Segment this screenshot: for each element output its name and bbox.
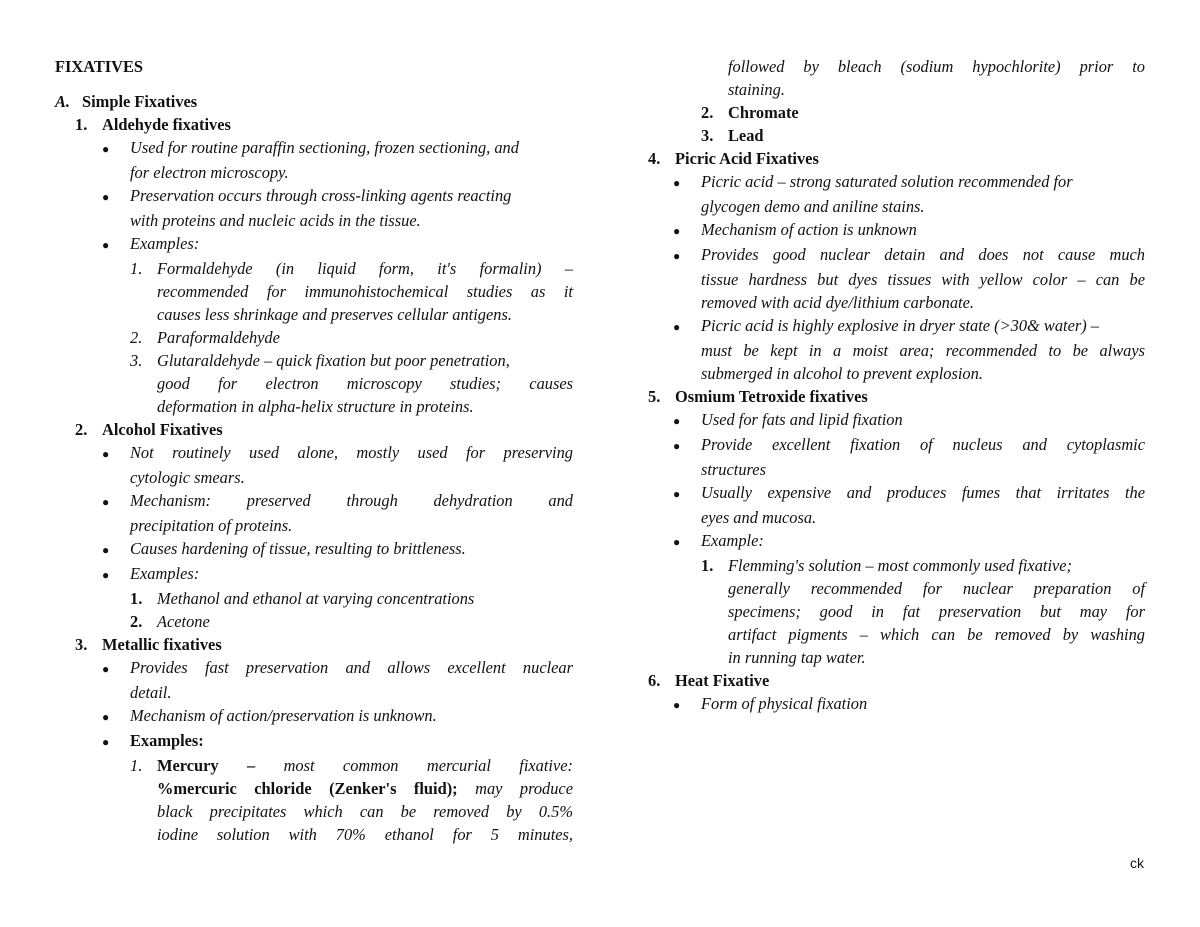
aldehyde-example-3: 3. Glutaraldehyde – quick fixation but poor penetration, good for electron microscopy studies; causes deformation in alpha-helix structure in proteins.: [130, 351, 573, 416]
metallic-example-mercury-continued: followed by bleach (sodium hypochlorite) prior to staining.: [728, 57, 1145, 99]
picric-heading: 4. Picric Acid Fixatives: [648, 149, 819, 168]
metallic-bullet-2: ● Mechanism of action/preservation is unknown.: [102, 706, 437, 725]
osmium-bullet-1: ● Used for fats and lipid fixation: [673, 410, 903, 429]
osmium-heading: 5. Osmium Tetroxide fixatives: [648, 387, 868, 406]
alcohol-bullet-1: ● Not routinely used alone, mostly used for preserving cytologic smears.: [102, 443, 573, 487]
alcohol-bullet-2: ● Mechanism: preserved through dehydration and precipitation of proteins.: [102, 491, 573, 535]
right-column: [648, 55, 1145, 717]
heat-heading: 6. Heat Fixative: [648, 671, 770, 690]
metallic-bullet-3: ● Examples:: [102, 731, 204, 750]
metallic-example-3: 3. Lead: [701, 126, 764, 145]
alcohol-example-1: 1. Methanol and ethanol at varying concentrations: [130, 589, 475, 608]
picric-bullet-2: ● Mechanism of action is unknown: [673, 220, 917, 239]
aldehyde-example-1: 1. Formaldehyde (in liquid form, it's formalin) – recommended for immunohistochemical studies as it causes less shrinkage and preserves cellular antigens.: [130, 259, 573, 324]
picric-bullet-4: ● Picric acid is highly explosive in dryer state (>30& water) – must be kept in a moist area; recommended to be always submerged in alcohol to prevent explosion.: [673, 316, 1145, 383]
osmium-bullet-2: ● Provide excellent fixation of nucleus and cytoplasmic structures: [673, 435, 1145, 479]
alcohol-heading: 2. Alcohol Fixatives: [75, 420, 223, 439]
heat-bullet-1: ● Form of physical fixation: [673, 694, 868, 713]
aldehyde-bullet-1: ● Used for routine paraffin sectioning, frozen sectioning, and for electron microscopy.: [102, 138, 519, 182]
picric-bullet-1: ● Picric acid – strong saturated solution recommended for glycogen demo and aniline stains.: [673, 172, 1073, 216]
metallic-example-mercury: 1. Mercury – most common mercurial fixative: %mercuric chloride (Zenker's fluid); may produce black precipitates which can be removed by 0.5% iodine solution with 70% ethanol for 5 minutes,: [130, 756, 573, 844]
section-a-heading: A. Simple Fixatives: [55, 92, 198, 111]
metallic-example-2: 2. Chromate: [701, 103, 799, 122]
alcohol-bullet-4: ● Examples:: [102, 564, 200, 583]
aldehyde-heading: 1. Aldehyde fixatives: [75, 115, 231, 134]
alcohol-bullet-3: ● Causes hardening of tissue, resulting to brittleness.: [102, 539, 466, 558]
osmium-bullet-3: ● Usually expensive and produces fumes that irritates the eyes and mucosa.: [673, 483, 1145, 527]
footer-initials: ck: [1130, 855, 1144, 871]
metallic-heading: 3. Metallic fixatives: [75, 635, 222, 654]
osmium-example-1: 1. Flemming's solution – most commonly used fixative; generally recommended for nuclear preparation of specimens; good in fat preservation but may for artifact pigments – which can be removed by washing in running tap water.: [701, 556, 1145, 667]
aldehyde-bullet-2: ● Preservation occurs through cross-linking agents reacting with proteins and nucleic acids in the tissue.: [102, 186, 512, 230]
metallic-bullet-1: ● Provides fast preservation and allows excellent nuclear detail.: [102, 658, 573, 702]
osmium-bullet-4: ● Example:: [673, 531, 764, 550]
aldehyde-example-2: 2. Paraformaldehyde: [130, 328, 280, 347]
picric-bullet-3: ● Provides good nuclear detain and does not cause much tissue hardness but dyes tissues with yellow color – can be removed with acid dye/lithium carbonate.: [673, 245, 1145, 312]
page-title: FIXATIVES: [55, 57, 144, 76]
alcohol-example-2: 2. Acetone: [130, 612, 210, 631]
left-column: [55, 55, 573, 846]
aldehyde-bullet-3: ● Examples:: [102, 234, 200, 253]
